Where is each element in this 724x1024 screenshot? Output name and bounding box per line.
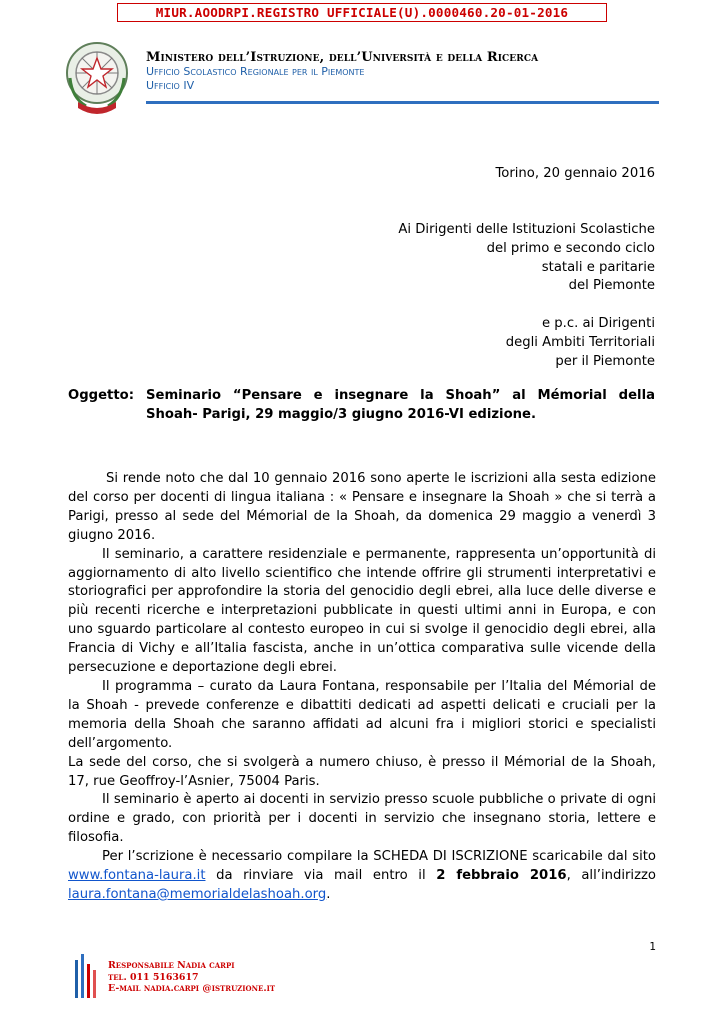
- protocol-stamp: MIUR.AOODRPI.REGISTRO UFFICIALE(U).0000460.20-01-2016: [117, 3, 607, 22]
- subject-line: Shoah- Parigi, 29 maggio/3 giugno 2016-VI edizione.: [146, 406, 536, 422]
- footer-contact: [108, 960, 275, 995]
- republic-emblem-icon: [64, 40, 130, 122]
- body-paragraph: Il seminario è aperto ai docenti in servizio presso scuole pubbliche o private di ogni ordine e grado, con priorità per i docenti in servizio che insegnano storia, lettere e filosofia.: [68, 792, 656, 846]
- website-link[interactable]: www.fontana-laura.it: [68, 868, 206, 884]
- body-paragraph: Si rende noto che dal 10 gennaio 2016 sono aperte le iscrizioni alla sesta edizione del corso per docenti di lingua italiana : « Pensare e insegnare la Shoah » che si terrà a Parigi, presso al sede del Mémorial de la Shoah, da domenica 29 maggio a venerdì 3 giugno 2016.: [68, 471, 656, 543]
- recipient-line: Ai Dirigenti delle Istituzioni Scolastiche: [398, 222, 655, 237]
- email-link[interactable]: laura.fontana@memorialdelashoah.org: [68, 886, 327, 902]
- subject-label: Oggetto:: [68, 388, 134, 403]
- regional-office: Ufficio Scolastico Regionale per il Piemonte: [146, 65, 365, 78]
- letter-body: [68, 470, 656, 905]
- recipients-block: [398, 221, 655, 371]
- body-text: , all’indirizzo: [566, 868, 657, 884]
- header-divider: [146, 101, 659, 104]
- recipient-line: statali e paritarie: [541, 259, 655, 275]
- body-paragraph: [68, 848, 656, 905]
- cc-line: degli Ambiti Territoriali: [505, 334, 655, 350]
- letter-date: Torino, 20 gennaio 2016: [495, 166, 655, 181]
- body-text: .: [326, 886, 331, 902]
- office-unit: Ufficio IV: [146, 79, 195, 92]
- body-paragraph: La sede del corso, che si svolgerà a numero chiuso, è presso il Mémorial de la Shoah, 17, rue Geoffroy-l’Asnier, 75004 Paris.: [68, 754, 656, 789]
- recipient-line: del Piemonte: [568, 278, 655, 294]
- body-text: da rinviare via mail entro il: [205, 868, 437, 884]
- page-number: 1: [649, 941, 656, 953]
- body-paragraph: Il seminario, a carattere residenziale e permanente, rappresenta un’opportunità di aggiornamento di alto livello scientifico che intende offrire gli strumenti interpretativi e storiografici per approfondire la storia del genocidio degli ebrei, alla luce delle diverse e più recenti ricerche e interpretazioni pubblicate in questi ultimi anni in Europa, e con uno sguardo particolare al contesto europeo in cui si svolge il genocidio degli ebrei, alla Francia di Vichy e all’Italia fascista, anche in un’ottica comparativa sulle vicende della persecuzione e deportazione degli ebrei.: [68, 546, 656, 676]
- footer-logo-icon: [73, 952, 99, 1000]
- body-text: Per l’scrizione è necessario compilare la SCHEDA DI ISCRIZIONE scaricabile dal sito: [102, 849, 656, 865]
- deadline-date: 2 febbraio 2016: [436, 868, 567, 884]
- subject-line: Seminario “Pensare e insegnare la Shoah” al Mémorial della: [146, 388, 655, 403]
- footer-phone: tel. 011 5163617: [108, 971, 199, 983]
- subject-block: [68, 387, 655, 424]
- footer-responsible: Responsabile Nadia carpi: [108, 960, 235, 971]
- body-paragraph: Il programma – curato da Laura Fontana, responsabile per l’Italia del Mémorial de la Shoah - prevede conferenze e dibattiti dedicati ad aspetti delicati e cruciali per la memoria della Shoah che saranno affidati ad alcuni fra i migliori storici e specialisti dell’argomento.: [68, 678, 656, 751]
- cc-line: e p.c. ai Dirigenti: [541, 315, 655, 331]
- letterhead: [146, 50, 538, 93]
- ministry-name: Ministero dell’Istruzione, dell’Università e della Ricerca: [146, 50, 539, 65]
- cc-line: per il Piemonte: [555, 353, 655, 369]
- recipient-line: del primo e secondo ciclo: [486, 240, 655, 256]
- footer-email: E-mail nadia.carpi @istruzione.it: [108, 983, 276, 994]
